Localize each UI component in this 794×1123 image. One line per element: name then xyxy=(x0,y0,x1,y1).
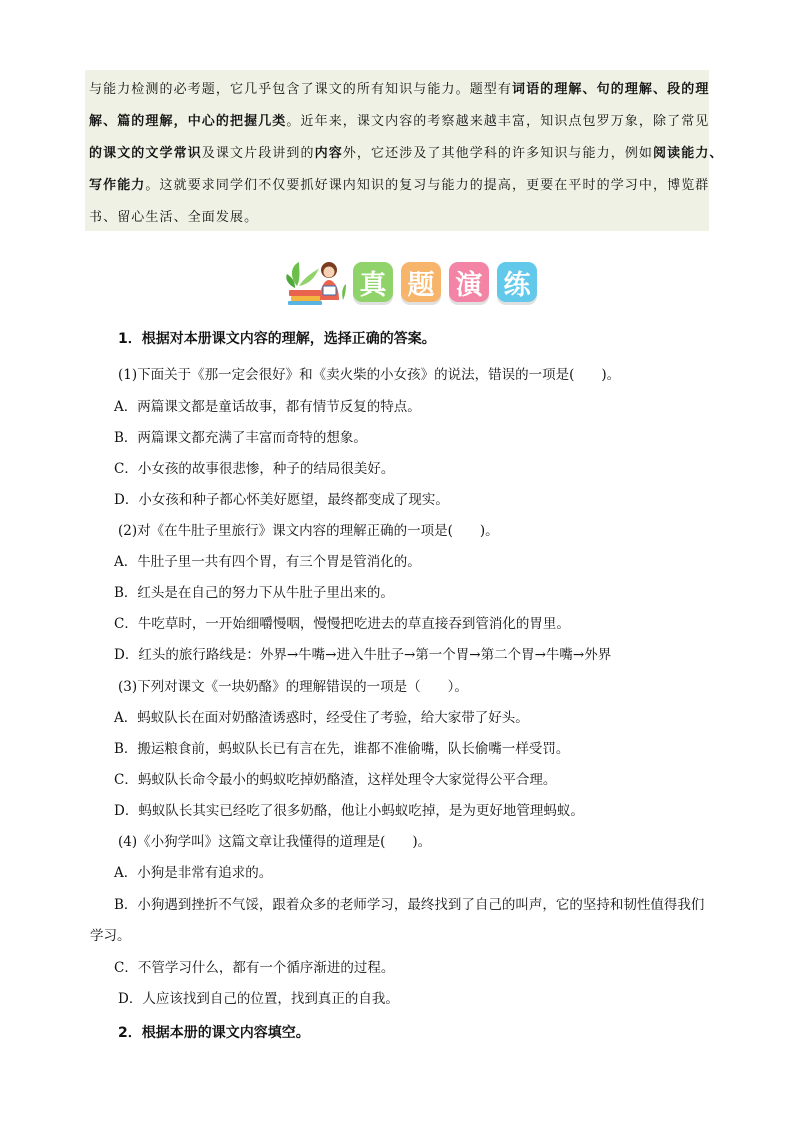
option-line: A．牛肚子里一共有四个胃，有三个胃是管消化的。 xyxy=(114,554,421,570)
option-line: C．牛吃草时，一开始细嚼慢咽，慢慢把吃进去的草直接吞到管消化的胃里。 xyxy=(114,616,570,632)
option-line: D．人应该找到自己的位置，找到真正的自我。 xyxy=(118,991,399,1007)
intro-text: 书、留心生活、全面发展。 xyxy=(89,210,259,225)
intro-bold-text: 阅读能力、 xyxy=(653,146,724,161)
option-line: A．两篇课文都是童话故事，都有情节反复的特点。 xyxy=(114,399,421,415)
option-line: D．小女孩和种子都心怀美好愿望，最终都变成了现实。 xyxy=(114,492,449,508)
intro-line xyxy=(89,106,710,138)
banner-tile xyxy=(449,262,489,302)
sub-question: (2)对《在牛肚子里旅行》课文内容的理解正确的一项是( )。 xyxy=(118,523,499,539)
question-title: 2．根据本册的课文内容填空。 xyxy=(118,1025,310,1041)
option-line: A．小狗是非常有追求的。 xyxy=(114,865,273,881)
sub-question: (3)下列对课文《一块奶酪》的理解错误的一项是（ ）。 xyxy=(118,679,468,695)
option-line: C．蚂蚁队长命令最小的蚂蚁吃掉奶酪渣，这样处理令大家觉得公平合理。 xyxy=(114,772,557,788)
intro-bold-text: 写作能力 xyxy=(89,178,146,193)
option-line: C．小女孩的故事很悲惨，种子的结局很美好。 xyxy=(114,461,395,477)
option-line: B．小狗遇到挫折不气馁，跟着众多的老师学习，最终找到了自己的叫声，它的坚持和韧性值得我们 xyxy=(114,897,705,913)
option-line: B．红头是在自己的努力下从牛肚子里出来的。 xyxy=(114,585,394,601)
banner-char: 练 xyxy=(503,269,531,301)
question-title: 1．根据对本册课文内容的理解，选择正确的答案。 xyxy=(118,331,436,347)
option-line-continued: 学习。 xyxy=(90,928,131,944)
banner-char: 演 xyxy=(455,269,483,301)
intro-text: 及课文片段讲到的 xyxy=(201,146,315,161)
intro-text: 外，它还涉及了其他学科的许多知识与能力，例如 xyxy=(342,146,654,161)
intro-bold-text: 词语的理解、句的理解、段的理 xyxy=(512,82,710,97)
sub-question: (4)《小狗学叫》这篇文章让我懂得的道理是( )。 xyxy=(118,834,432,850)
banner-char: 题 xyxy=(407,269,435,301)
intro-line xyxy=(89,74,710,106)
option-line: C．不管学习什么，都有一个循序渐进的过程。 xyxy=(114,960,395,976)
intro-bold-text: 的课文的文学常识 xyxy=(89,146,202,161)
option-line: D．蚂蚁队长其实已经吃了很多奶酪，他让小蚂蚁吃掉，是为更好地管理蚂蚁。 xyxy=(114,803,584,819)
intro-bold-text: 解、篇的理解，中心的把握几类 xyxy=(89,114,287,129)
banner-char: 真 xyxy=(359,269,387,301)
intro-line xyxy=(89,138,724,170)
banner-tile xyxy=(353,262,393,302)
reading-girl-illustration-icon xyxy=(285,256,347,306)
intro-bold-text: 内容 xyxy=(314,146,343,161)
intro-text: 与能力检测的必考题，它几乎包含了课文的所有知识与能力。题型有 xyxy=(89,82,513,97)
banner-tile xyxy=(497,262,537,302)
intro-line xyxy=(89,170,710,202)
intro-text: 。这就要求同学们不仅要抓好课内知识的复习与能力的提高，更要在平时的学习中，博览群 xyxy=(145,178,710,193)
option-line: D．红头的旅行路线是：外界→牛嘴→进入牛肚子→第一个胃→第二个胃→牛嘴→外界 xyxy=(114,647,612,663)
option-line: A．蚂蚁队长在面对奶酪渣诱惑时，经受住了考验，给大家带了好头。 xyxy=(114,710,529,726)
intro-line xyxy=(89,202,705,234)
option-line: B．两篇课文都充满了丰富而奇特的想象。 xyxy=(114,430,367,446)
option-line: B．搬运粮食前，蚂蚁队长已有言在先，谁都不准偷嘴，队长偷嘴一样受罚。 xyxy=(114,741,570,757)
intro-box xyxy=(85,70,724,231)
banner-tile xyxy=(401,262,441,302)
section-banner xyxy=(285,256,545,306)
intro-text: 。近年来，课文内容的考察越来越丰富，知识点包罗万象，除了常见 xyxy=(286,114,710,129)
sub-question: (1)下面关于《那一定会很好》和《卖火柴的小女孩》的说法，错误的一项是( )。 xyxy=(118,367,621,383)
